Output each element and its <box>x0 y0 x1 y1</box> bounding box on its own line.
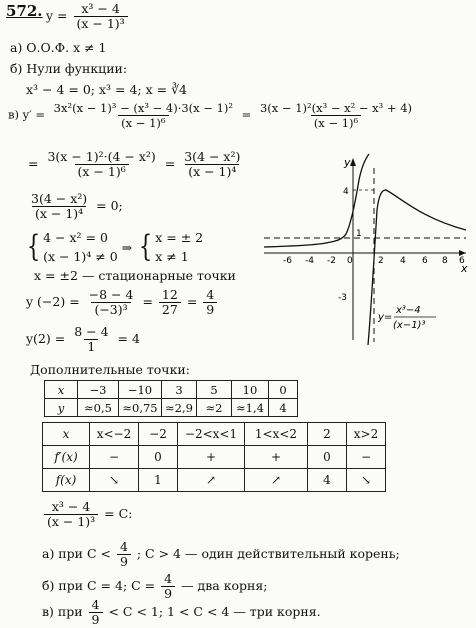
function-fraction <box>74 2 128 31</box>
frac-den: 9 <box>117 554 131 569</box>
value-frac <box>86 288 137 317</box>
answer-text: < C < 1; 1 < C < 4 — три корня. <box>108 604 321 619</box>
answer-frac <box>89 598 103 627</box>
y-axis-arrow-icon <box>350 158 356 166</box>
system-line: 4 − x² = 0 <box>43 230 108 245</box>
equals: = <box>186 294 198 309</box>
table-cell: − <box>347 446 386 469</box>
value-at-minus-2 <box>26 288 219 317</box>
y-tick: 1 <box>356 229 362 239</box>
table-header: x<−2 <box>90 423 139 446</box>
system-line: (x − 1)⁴ ≠ 0 <box>43 249 118 264</box>
x-tick: 0 <box>347 256 353 266</box>
table-row <box>45 381 298 399</box>
table-cell: y <box>45 399 78 417</box>
frac-num: 4 <box>164 571 173 586</box>
table-cell: 5 <box>197 381 232 399</box>
frac-den: 27 <box>159 302 181 317</box>
equals: = <box>241 107 252 122</box>
frac-num: 3(4 − x²) <box>184 149 241 164</box>
table-cell: 0 <box>139 446 178 469</box>
value-rhs: = 4 <box>117 331 140 346</box>
frac-num: 4 <box>91 597 100 612</box>
frac-den: 1 <box>84 339 98 354</box>
y-axis-label: y <box>344 156 351 169</box>
value-frac <box>203 288 217 317</box>
frac-den: (x − 1)⁴ <box>185 164 239 179</box>
answer-text: ; C > 4 — один действительный корень; <box>136 546 400 561</box>
frac-den: (−3)³ <box>91 302 130 317</box>
table-cell: + <box>245 446 308 469</box>
x-tick: -2 <box>327 256 336 266</box>
derivative-frac-4 <box>181 150 243 179</box>
frac-den: (x − 1)⁴ <box>32 206 86 221</box>
frac-num: 3x²(x − 1)³ − (x³ − 4)·3(x − 1)² <box>53 101 233 115</box>
legend-numerator: x³−4 <box>396 305 421 316</box>
frac-num: 12 <box>161 287 178 302</box>
table-header: x>2 <box>347 423 386 446</box>
table-cell: ↘ <box>347 469 386 492</box>
table-cell: x <box>45 381 78 399</box>
answer-a <box>42 540 400 569</box>
table-row <box>45 399 298 417</box>
y-tick-labels <box>338 187 362 303</box>
value-frac <box>159 288 181 317</box>
parameter-fraction <box>44 500 98 529</box>
x-tick: 6 <box>459 256 465 266</box>
table-cell: 0 <box>308 446 347 469</box>
frac-num: 4 <box>206 287 215 302</box>
graph-legend <box>377 305 436 331</box>
table-cell: 1 <box>139 469 178 492</box>
table-cell: 4 <box>269 399 298 417</box>
table-header: 1<x<2 <box>245 423 308 446</box>
value-lhs: y (−2) = <box>26 294 80 309</box>
table-row <box>43 469 386 492</box>
function-graph <box>256 150 474 350</box>
stationary-points: x = ±2 — стационарные точки <box>34 268 236 283</box>
system-of-equations <box>24 228 203 266</box>
answer-text: в) при <box>42 604 83 619</box>
table-header: 2 <box>308 423 347 446</box>
frac-num: 3(x − 1)²(x³ − x² − x³ + 4) <box>259 101 413 115</box>
x-axis-label: x <box>461 262 468 275</box>
left-brace-icon: { <box>139 229 153 264</box>
frac-den: (x − 1)³ <box>44 514 98 529</box>
function-numerator: x³ − 4 <box>81 1 120 16</box>
legend-denominator: (x−1)³ <box>393 320 426 331</box>
frac-num: x³ − 4 <box>51 499 91 514</box>
frac-den: (x − 1)⁶ <box>311 115 361 130</box>
frac-den: (x − 1)⁶ <box>75 164 129 179</box>
x-tick: 8 <box>442 256 448 266</box>
frac-num: −8 − 4 <box>88 287 134 302</box>
derivative-frac-3 <box>44 150 158 179</box>
equation-fraction <box>28 192 90 221</box>
x-tick: 4 <box>400 256 406 266</box>
table-cell: ≈0,5 <box>78 399 119 417</box>
system-1 <box>43 228 118 266</box>
zeros-line: x³ − 4 = 0; x³ = 4; x = ∛4 <box>26 82 187 97</box>
table-cell: −10 <box>119 381 162 399</box>
frac-den: 9 <box>89 612 103 627</box>
frac-num: 8 − 4 <box>74 324 109 339</box>
equals: = <box>28 156 39 171</box>
table-cell: f(x) <box>43 469 90 492</box>
table-header: −2<x<1 <box>178 423 245 446</box>
function-lhs: y = <box>46 8 68 23</box>
equation-rhs: = 0; <box>96 198 123 213</box>
derivative-frac-2 <box>257 101 415 130</box>
extra-points-title: Дополнительные точки: <box>30 362 190 377</box>
table-cell: − <box>90 446 139 469</box>
parameter-rhs: = C: <box>104 506 133 521</box>
frac-den: 9 <box>161 586 175 601</box>
left-brace-icon: { <box>26 229 41 264</box>
value-frac <box>71 325 111 354</box>
y-tick: -3 <box>338 293 347 303</box>
frac-num: 4 <box>119 539 128 554</box>
system-line: x = ± 2 <box>155 230 204 245</box>
equals: = <box>164 156 176 171</box>
answer-frac <box>161 572 175 601</box>
value-at-2 <box>26 325 140 354</box>
table-cell: ≈2,9 <box>162 399 197 417</box>
table-row <box>43 446 386 469</box>
table-row <box>43 423 386 446</box>
table-cell: 10 <box>232 381 269 399</box>
frac-num: 3(4 − x²) <box>31 191 88 206</box>
x-tick: 2 <box>378 256 384 266</box>
table-header: x <box>43 423 90 446</box>
derivative-simplified <box>28 150 245 179</box>
answer-c <box>42 598 321 627</box>
x-tick: -6 <box>283 256 292 266</box>
table-cell: ≈0,75 <box>119 399 162 417</box>
zeros-title: б) Нули функции: <box>10 61 128 76</box>
system-line: x ≠ 1 <box>155 249 189 264</box>
answer-text: б) при C = 4; C = <box>42 578 156 593</box>
system-2 <box>155 228 203 266</box>
table-cell: 4 <box>308 469 347 492</box>
implies-icon: ⇒ <box>121 239 133 255</box>
derivative-frac-1 <box>51 101 236 130</box>
answer-b <box>42 572 267 601</box>
function-definition <box>46 2 130 31</box>
answer-frac <box>117 540 131 569</box>
table-cell: 0 <box>269 381 298 399</box>
table-cell: f′(x) <box>43 446 90 469</box>
value-lhs: y(2) = <box>26 331 66 346</box>
zero-equation <box>26 192 123 221</box>
x-tick: -4 <box>305 256 314 266</box>
y-tick: 4 <box>343 187 349 197</box>
table-cell: 3 <box>162 381 197 399</box>
parameter-equation <box>42 500 132 529</box>
extra-points-table <box>44 380 298 417</box>
derivative-line <box>8 101 417 130</box>
table-cell: ↗ <box>178 469 245 492</box>
table-cell: ≈1,4 <box>232 399 269 417</box>
frac-num: 3(x − 1)²·(4 − x²) <box>47 149 156 164</box>
equals: = <box>142 294 153 309</box>
domain-line: а) О.О.Ф. x ≠ 1 <box>10 40 107 55</box>
table-header: −2 <box>139 423 178 446</box>
answer-text: а) при C < <box>42 546 111 561</box>
table-cell: −3 <box>78 381 119 399</box>
frac-den: 9 <box>203 302 217 317</box>
problem-number: 572. <box>6 2 43 20</box>
table-cell: ↘ <box>90 469 139 492</box>
table-cell: ≈2 <box>197 399 232 417</box>
derivative-lhs: в) y′ = <box>8 107 46 122</box>
x-tick: 6 <box>422 256 428 266</box>
function-denominator: (x − 1)³ <box>74 16 128 31</box>
table-cell: ↗ <box>245 469 308 492</box>
frac-den: (x − 1)⁶ <box>118 115 168 130</box>
answer-text: — два корня; <box>181 578 268 593</box>
table-cell: + <box>178 446 245 469</box>
variation-table <box>42 422 386 492</box>
legend-lhs: y= <box>378 312 393 323</box>
